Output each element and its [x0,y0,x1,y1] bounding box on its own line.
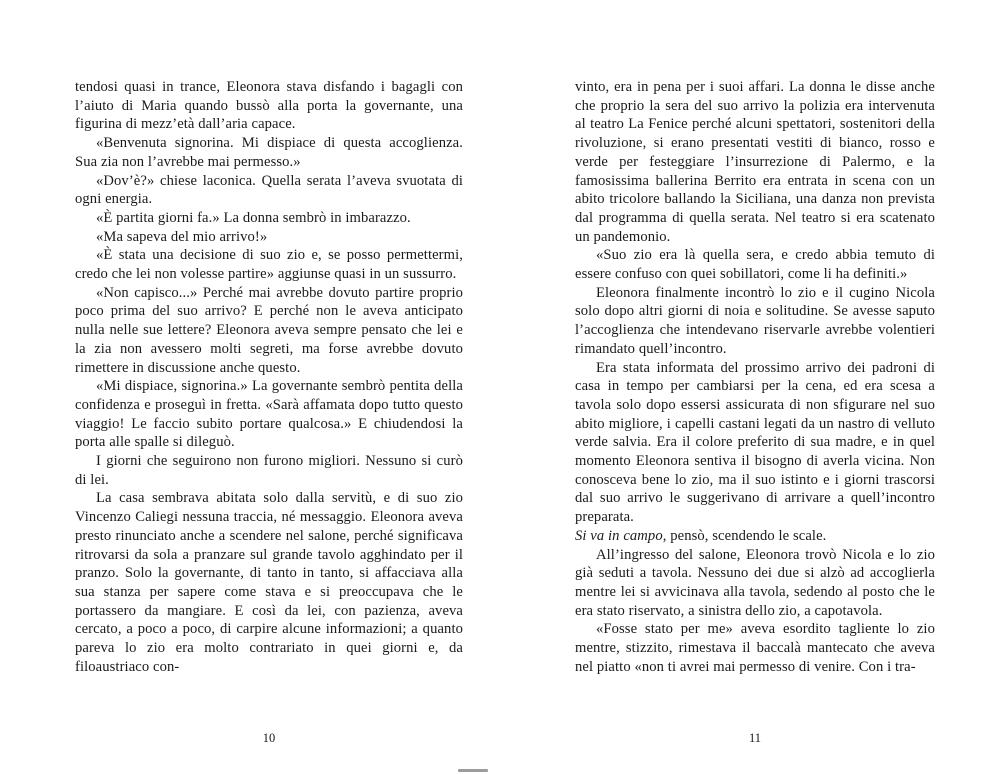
page-right [575,78,935,677]
paragraph: «Ma sapeva del mio arrivo!» [96,228,268,245]
paragraph: «È stata una decisione di suo zio e, se posso permettermi, credo che lei non volesse partire» aggiunse quasi in un sussurro. [75,247,463,283]
italic-phrase: Si va in campo [575,527,663,544]
page-number-left: 10 [262,731,276,745]
bottom-fold-line [458,769,488,772]
paragraph: «Benvenuta signorina. Mi dispiace di questa accoglienza. Sua zia non l’avrebbe mai permesso.» [75,135,463,170]
paragraph: «Non capisco...» Perché mai avrebbe dovuto partire proprio poco prima del suo arrivo? E perché non le aveva anticipato nulla nelle sue lettere? Eleonora aveva sempre pensato che lei e la zia non avessero molti segreti, ma forse avrebbe dovuto rimettere in discussione anche questo. [75,284,463,376]
paragraph: I giorni che seguirono non furono migliori. Nessuno si curò di lei. [75,453,463,488]
paragraph: La casa sembrava abitata solo dalla servitù, e di suo zio Vincenzo Caliegi nessuna traccia, né messaggio. Eleonora aveva presto rinunciato anche a scendere nel salone, perché significava ritrovarsi da sola a pranzare sul grande tavolo agghindato per il pranzo. Solo la governante, di tanto in tanto, si affacciava alla sua stanza per sapere come stava e si preoccupava che le portassero da mangiare. E così da lei, con pazienza, aveva cercato, a poco a poco, di carpire alcune informazioni; a quanto pareva lo zio era molto contrariato in quei giorni e, da filoaustriaco con- [75,490,463,675]
paragraph: Era stata informata del prossimo arrivo dei padroni di casa in tempo per cambiarsi per la cena, ed era scesa a tavola solo dopo essersi assicurata di non sfigurare nel suo abito migliore, i capelli castani legati da un nastro di velluto verde salvia. Era il colore preferito di sua madre, e in quel momento Eleonora sentiva il bisogno di averla vicina. Non conosceva bene lo zio, ma il suo istinto e i giorni trascorsi dal suo arrivo le suggerivano di arrivare a quell’incontro preparata. [575,359,935,526]
paragraph-run: , pensò, scendendo le scale. [662,527,827,544]
page-number-right: 11 [748,731,762,745]
paragraph-with-italic [575,527,935,546]
paragraph: All’ingresso del salone, Eleonora trovò Nicola e lo zio già seduti a tavola. Nessuno dei due si alzò ad accoglierla mentre lei si avvicinava alla tavola, sedendo al posto che le era stato riservato, a sinistra dello zio, a capotavola. [575,546,935,619]
page-left [75,78,463,677]
paragraph: «Mi dispiace, signorina.» La governante sembrò pentita della confidenza e proseguì in fretta. «Sarà affamata dopo tutto questo viaggio! Le faccio subito portare qualcosa.» E chiudendosi la porta alle spalle si dileguò. [75,378,463,451]
paragraph: «Suo zio era là quella sera, e credo abbia temuto di essere confuso con quei sobillatori, come li ha definiti.» [575,247,935,283]
paragraph: «È partita giorni fa.» La donna sembrò in imbarazzo. [96,209,411,226]
paragraph: Eleonora finalmente incontrò lo zio e il cugino Nicola solo dopo altri giorni di noia e solitudine. Se avesse saputo l’accoglienza che intendevano riservarle avrebbe volentieri rimandato quell’incontro. [575,284,935,357]
paragraph: «Fosse stato per me» aveva esordito tagliente lo zio mentre, stizzito, rimestava il baccalà mantecato che aveva nel piatto «non ti avrei mai permesso di venire. Con i tra- [575,621,935,675]
book-spread [0,78,935,677]
paragraph: vinto, era in pena per i suoi affari. La donna le disse anche che proprio la sera del suo arrivo la polizia era intervenuta al teatro La Fenice perché alcuni spettatori, sostenitori della rivoluzione, si erano presentati vestiti di bianco, rosso e verde per festeggiare l’insurrezione di Palermo, e la famosissima ballerina Berrito era entrata in scena con un abito tricolore ballando la Siciliana, una danza non prevista dal programma di quella serata. Nel teatro si era scatenato un pandemonio. [575,79,935,245]
paragraph: «Dov’è?» chiese laconica. Quella serata l’aveva svuotata di ogni energia. [75,172,463,208]
paragraph: tendosi quasi in trance, Eleonora stava disfando i bagagli con l’aiuto di Maria quando bussò alla porta la governante, una figurina di mezz’età dall’aria capace. [75,79,463,133]
